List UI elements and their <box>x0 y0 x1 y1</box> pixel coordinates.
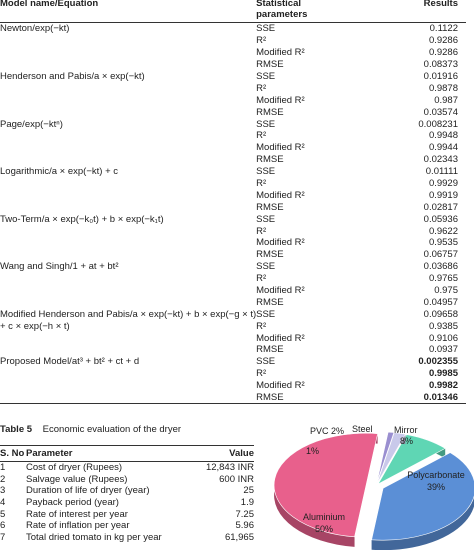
result-cell: 0.9919 <box>428 189 458 201</box>
table-row <box>0 201 466 213</box>
parameter-cell: SSE <box>256 118 276 130</box>
result-cell: 0.09658 <box>423 308 458 320</box>
table-row <box>0 82 466 94</box>
label-aluminium-name: Aluminium <box>302 512 346 522</box>
parameter-cell: Duration of life of dryer (year) <box>26 485 150 497</box>
result-cell: 0.9948 <box>428 130 458 142</box>
model-cell <box>0 35 256 47</box>
value-cell: 600 INR <box>219 473 254 485</box>
table-row <box>0 497 254 509</box>
table-row <box>0 485 254 497</box>
model-cell <box>0 142 256 154</box>
table-row <box>0 94 466 106</box>
material-pie-chart <box>268 420 474 550</box>
table-row <box>0 71 466 83</box>
parameter-cell: RMSE <box>256 59 284 71</box>
parameter-cell: Salvage value (Rupees) <box>26 473 128 485</box>
table-row <box>0 154 466 166</box>
parameter-cell: Modified R² <box>256 142 305 154</box>
value-cell: 1.9 <box>240 497 254 509</box>
value-cell: 12,843 INR <box>205 462 254 474</box>
value-cell: 25 <box>243 485 254 497</box>
table-row <box>0 380 466 392</box>
result-cell: 0.9286 <box>428 47 458 59</box>
model-cell <box>0 237 256 249</box>
table5-title: Economic evaluation of the dryer <box>42 424 182 435</box>
model-cell <box>0 380 256 392</box>
model-cell: Modified Henderson and Pabis/a × exp(−kt) + b × exp(−g × t) <box>0 308 257 320</box>
parameter-cell: Modified R² <box>256 189 305 201</box>
table5-caption <box>0 424 181 435</box>
model-cell: Newton/exp(−kt) <box>0 23 70 35</box>
parameter-cell: SSE <box>256 213 276 225</box>
header-value: Value <box>196 446 254 462</box>
table5-label: Table 5 <box>0 424 33 435</box>
table-row <box>0 520 254 532</box>
parameter-cell: Modified R² <box>256 94 305 106</box>
table-row <box>0 344 466 356</box>
model-cell <box>0 82 256 94</box>
model-cell <box>0 332 256 344</box>
result-cell: 0.9985 <box>428 368 458 380</box>
result-cell: 0.1122 <box>429 23 458 35</box>
parameter-cell: Modified R² <box>256 285 305 297</box>
result-cell: 0.9765 <box>428 273 458 285</box>
parameter-cell: R² <box>256 273 267 285</box>
table-row <box>0 35 466 47</box>
parameter-cell: R² <box>256 320 267 332</box>
model-cell: Henderson and Pabis/a × exp(−kt) <box>0 71 145 82</box>
parameter-cell: RMSE <box>256 201 284 213</box>
table-row <box>0 130 466 142</box>
header-model: Model name/Equation <box>0 0 99 9</box>
parameter-cell: R² <box>256 130 267 142</box>
result-cell: 0.008231 <box>418 118 458 130</box>
table-row <box>0 47 466 59</box>
parameter-cell: SSE <box>256 308 276 320</box>
result-cell: 0.9535 <box>428 237 458 249</box>
table-row <box>0 142 466 154</box>
parameter-cell: R² <box>256 225 267 237</box>
result-cell: 0.9106 <box>428 332 458 344</box>
parameter-cell: Modified R² <box>256 332 305 344</box>
parameter-cell: R² <box>256 35 267 47</box>
result-cell: 0.9878 <box>428 82 458 94</box>
model-cell: Logarithmic/a × exp(−kt) + c <box>0 166 119 178</box>
table-row <box>0 532 254 544</box>
result-cell: 0.975 <box>434 285 458 297</box>
parameter-cell: RMSE <box>256 154 284 166</box>
result-cell: 0.9622 <box>428 225 458 237</box>
table-row <box>0 213 466 225</box>
result-cell: 0.9929 <box>428 178 458 190</box>
sno-cell: 4 <box>0 497 6 509</box>
model-cell <box>0 154 256 166</box>
economic-table <box>0 445 254 543</box>
result-cell: 0.02817 <box>423 201 458 213</box>
parameter-cell: RMSE <box>256 106 284 118</box>
result-cell: 0.06757 <box>423 249 458 261</box>
table-row <box>0 225 466 237</box>
header-sno: S. No <box>0 446 26 462</box>
header-params: Statistical parameters <box>256 0 308 20</box>
table-row <box>0 474 254 486</box>
parameter-cell: SSE <box>256 166 276 178</box>
table-row <box>0 308 466 320</box>
result-cell: 0.0937 <box>428 344 458 356</box>
parameter-cell: Modified R² <box>256 380 305 392</box>
table-row <box>0 508 254 520</box>
sno-cell: 5 <box>0 508 6 520</box>
result-cell: 0.05936 <box>423 213 458 225</box>
result-cell: 0.9286 <box>428 35 458 47</box>
parameter-cell: Cost of dryer (Rupees) <box>26 462 123 474</box>
sno-cell: 3 <box>0 485 6 497</box>
parameter-cell: RMSE <box>256 344 284 356</box>
table-row <box>0 23 466 35</box>
table-row <box>0 368 466 380</box>
result-cell: 0.03574 <box>423 106 458 118</box>
result-cell: 0.01916 <box>423 71 458 82</box>
table-row <box>0 166 466 178</box>
header-results: Results <box>423 0 458 9</box>
result-cell: 0.002355 <box>418 356 458 368</box>
table-row <box>0 320 466 332</box>
sno-cell: 7 <box>0 531 6 543</box>
label-steel: Steel <box>352 424 373 434</box>
table-row <box>0 273 466 285</box>
parameter-cell: Total dried tomato in kg per year <box>26 531 162 543</box>
parameter-cell: SSE <box>256 261 276 273</box>
model-cell <box>0 130 256 142</box>
label-pvc: PVC 2% <box>310 426 345 436</box>
result-cell: 0.01111 <box>425 166 458 178</box>
table-row <box>0 59 466 71</box>
parameter-cell: RMSE <box>256 296 284 308</box>
parameter-cell: R² <box>256 368 267 380</box>
table-row <box>0 392 466 404</box>
model-cell <box>0 47 256 59</box>
model-cell: Wang and Singh/1 + at + bt² <box>0 261 119 273</box>
table-row <box>0 178 466 190</box>
table-row <box>0 261 466 273</box>
model-cell <box>0 189 256 201</box>
table-row <box>0 285 466 297</box>
model-cell <box>0 249 256 261</box>
model-cell <box>0 285 256 297</box>
model-cell <box>0 94 256 106</box>
result-cell: 0.9385 <box>428 320 458 332</box>
label-aluminium-pct: 50% <box>314 524 334 534</box>
parameter-cell: SSE <box>256 356 276 368</box>
label-polycarbonate-name: Polycarbonate <box>407 470 465 480</box>
parameter-cell: SSE <box>256 23 276 35</box>
model-cell <box>0 392 256 404</box>
parameter-cell: Rate of interest per year <box>26 508 128 520</box>
value-cell: 5.96 <box>235 520 254 532</box>
parameter-cell: Payback period (year) <box>26 497 119 509</box>
model-cell: Two-Term/a × exp(−k₀t) + b × exp(−k₁t) <box>0 213 164 225</box>
economic-body <box>0 462 254 544</box>
parameter-cell: R² <box>256 178 267 190</box>
value-cell: 7.25 <box>235 508 254 520</box>
sno-cell: 6 <box>0 520 6 532</box>
model-cell <box>0 59 256 71</box>
table-row <box>0 462 254 474</box>
parameter-cell: Modified R² <box>256 47 305 59</box>
result-cell: 0.02343 <box>423 154 458 166</box>
value-cell: 61,965 <box>224 531 254 543</box>
model-results-body <box>0 23 466 404</box>
sno-cell: 2 <box>0 473 6 485</box>
label-mirror-pct: 8% <box>400 436 414 446</box>
result-cell: 0.04957 <box>423 296 458 308</box>
parameter-cell: R² <box>256 82 267 94</box>
result-cell: 0.9982 <box>428 380 458 392</box>
model-cell <box>0 201 256 213</box>
parameter-cell: Modified R² <box>256 237 305 249</box>
result-cell: 0.01346 <box>423 392 458 404</box>
model-cell: + c × exp(−h × t) <box>0 320 70 332</box>
table-row <box>0 332 466 344</box>
header-parameter: Parameter <box>26 446 196 462</box>
table-row <box>0 106 466 118</box>
label-polycarbonate-pct: 39% <box>426 482 446 492</box>
parameter-cell: RMSE <box>256 249 284 261</box>
table-row <box>0 249 466 261</box>
parameter-cell: RMSE <box>256 392 284 404</box>
table-row <box>0 118 466 130</box>
table-bottom-rule <box>0 403 466 404</box>
model-cell <box>0 296 256 308</box>
label-mirror-name: Mirror <box>394 425 418 435</box>
model-cell <box>0 225 256 237</box>
model-cell <box>0 368 256 380</box>
table-row <box>0 189 466 201</box>
model-cell <box>0 178 256 190</box>
parameter-cell: SSE <box>256 71 276 82</box>
table-row <box>0 237 466 249</box>
table-row <box>0 296 466 308</box>
result-cell: 0.08373 <box>423 59 458 71</box>
result-cell: 0.03686 <box>423 261 458 273</box>
parameter-cell: Rate of inflation per year <box>26 520 130 532</box>
result-cell: 0.987 <box>434 94 458 106</box>
model-cell: Page/exp(−ktⁿ) <box>0 118 63 130</box>
model-cell <box>0 273 256 285</box>
sno-cell: 1 <box>0 462 6 474</box>
model-cell: Proposed Model/at³ + bt² + ct + d <box>0 356 140 368</box>
table-row <box>0 356 466 368</box>
label-pvc-pct: 1% <box>306 446 320 456</box>
model-cell <box>0 106 256 118</box>
model-cell <box>0 344 256 356</box>
result-cell: 0.9944 <box>428 142 458 154</box>
